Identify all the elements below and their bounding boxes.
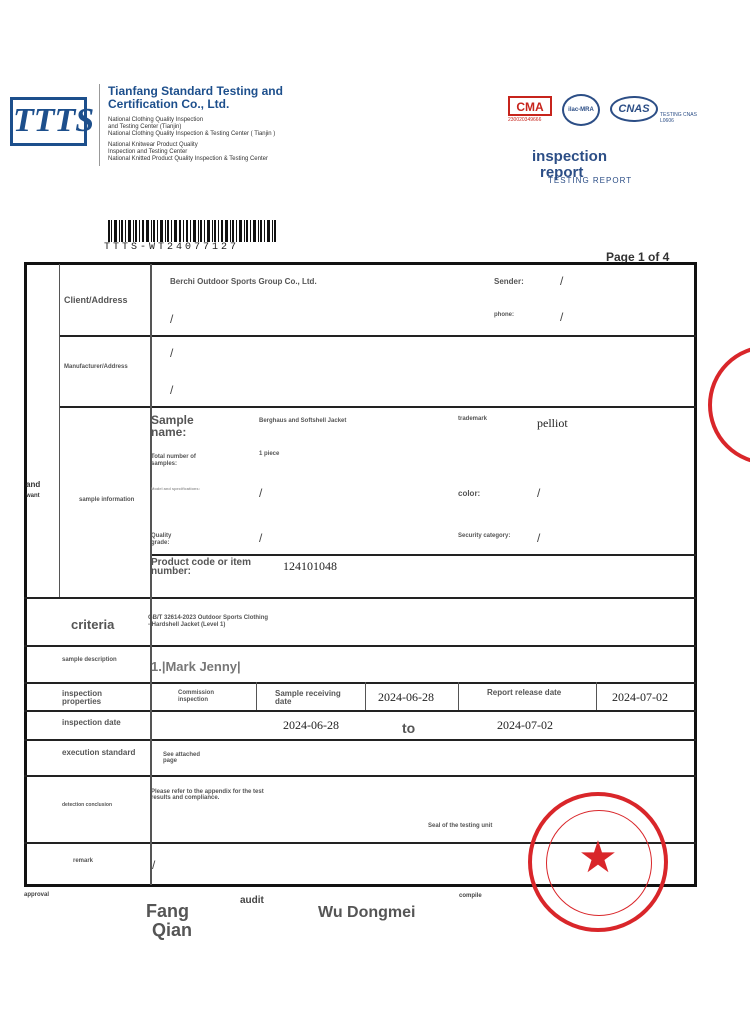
color-value: / [537,486,541,500]
report-title-2: report [540,164,584,181]
cnas-text: CNAS [618,103,650,115]
inspection-date-to: 2024-07-02 [497,718,553,732]
inspection-date-label: inspection date [62,718,121,727]
phone-label: phone: [494,312,514,318]
trademark-value: pelliot [537,416,568,430]
cma-number: 230020349666 [508,117,542,123]
column-divider [365,682,366,710]
color-label: color: [458,489,481,498]
quality-grade-value: / [259,531,263,545]
report-title: inspection [532,148,608,165]
client-label: Client/Address [64,295,128,305]
row-divider [24,739,696,741]
column-divider [59,264,60,597]
column-divider [596,682,597,710]
cma-mark [508,96,552,116]
seal-star-icon: ★ [578,833,618,882]
row-divider [24,710,696,712]
commission-label: Commission inspection [178,690,215,703]
sample-name-value: Berghaus and Softshell Jacket [259,418,347,424]
sample-name-label: Sample name: [151,413,194,439]
page-number: Page 1 of 4 [606,250,670,264]
release-date-value: 2024-07-02 [612,690,668,704]
audit-name: Wu Dongmei [318,904,416,921]
barcode-number: TTTS-WT24077127 [104,242,240,253]
seal-label: Seal of the testing unit [428,823,493,829]
approval-name-2: Qian [152,920,193,940]
org-line-5: Inspection and Testing Center [108,149,188,155]
org-name: Tianfang Standard Testing and Certification Co., Ltd. [108,84,283,111]
report-subtitle: TESTING REPORT [548,176,633,185]
release-date-label: Report release date [487,688,562,697]
inspection-date-to-word: to [402,720,416,736]
inspection-date-from: 2024-06-28 [283,718,339,732]
inspection-props-label: inspection properties [62,689,103,706]
audit-label: audit [240,895,264,906]
row-divider [24,645,696,647]
ilac-text: ilac-MRA [568,107,594,113]
cnas-mark [610,96,658,122]
compile-label: compile [459,893,482,899]
manufacturer-address: / [170,383,174,397]
org-line-6: National Knitted Product Quality Inspection & Testing Center [108,156,268,162]
criteria-value-2: - Hardshell Jacket (Level 1) [148,622,226,628]
sender-label: Sender: [494,277,524,286]
receiving-date-value: 2024-06-28 [378,690,434,704]
barcode [108,220,278,242]
ilac-mra-mark [562,94,600,126]
manufacturer-label: Manufacturer/Address [64,364,128,370]
model-label: Model and specifications: [151,486,200,491]
sender-value: / [560,274,564,288]
column-divider [256,682,257,710]
client-value: Berchi Outdoor Sports Group Co., Ltd. [170,277,317,286]
manufacturer-value: / [170,346,174,360]
total-samples-label: Total number of samples: [151,454,196,467]
security-label: Security category: [458,533,511,539]
criteria-label: criteria [71,617,115,632]
approval-name-1: Fang [146,901,189,921]
row-divider [24,775,696,777]
criteria-value-1: GB/T 32614-2023 Outdoor Sports Clothing [148,615,269,621]
partial-seal [708,345,750,465]
quality-grade-label: Quality grade: [151,533,172,546]
org-line-2: and Testing Center (Tianjin) [108,124,182,130]
row-divider [150,554,696,556]
product-code-value: 124101048 [283,559,337,573]
execution-label: execution standard [62,748,136,757]
conclusion-label: detection conclusion [62,802,113,808]
sample-desc-value: 1.|Mark Jenny| [151,659,241,674]
receiving-date-label: Sample receiving date [275,689,341,706]
trademark-label: trademark [458,416,488,422]
column-divider [458,682,459,710]
total-samples-value: 1 piece [259,451,280,457]
sample-info-label: sample information [79,497,135,503]
row-divider [24,597,696,599]
company-seal [528,792,668,932]
row-divider [59,335,696,337]
product-code-label: Product code or item number: [151,557,252,577]
sample-desc-label: sample description [62,657,117,663]
left-margin-word-1: and [26,480,41,489]
approval-label: approval [24,892,50,898]
phone-value: / [560,310,564,324]
security-value: / [537,531,541,545]
header-divider [99,84,100,166]
ttts-logo: TTTS [10,97,87,146]
org-line-3: National Clothing Quality Inspection & Testing Center ( Tianjin ) [108,131,276,137]
cnas-sub: TESTING CNAS L0606 [660,112,697,124]
model-value: / [259,486,263,500]
conclusion-value: Please refer to the appendix for the test results and compliance. [151,789,264,801]
remark-label: remark [73,858,94,864]
left-margin-word-2: want [26,493,40,499]
row-divider [59,406,696,408]
cma-text: CMA [516,100,544,114]
execution-value: See attached page [163,752,201,764]
org-line-1: National Clothing Quality Inspection [108,117,204,123]
client-address-value: / [170,312,174,326]
remark-value: / [152,858,156,872]
org-line-4: National Knitwear Product Quality [108,142,198,148]
